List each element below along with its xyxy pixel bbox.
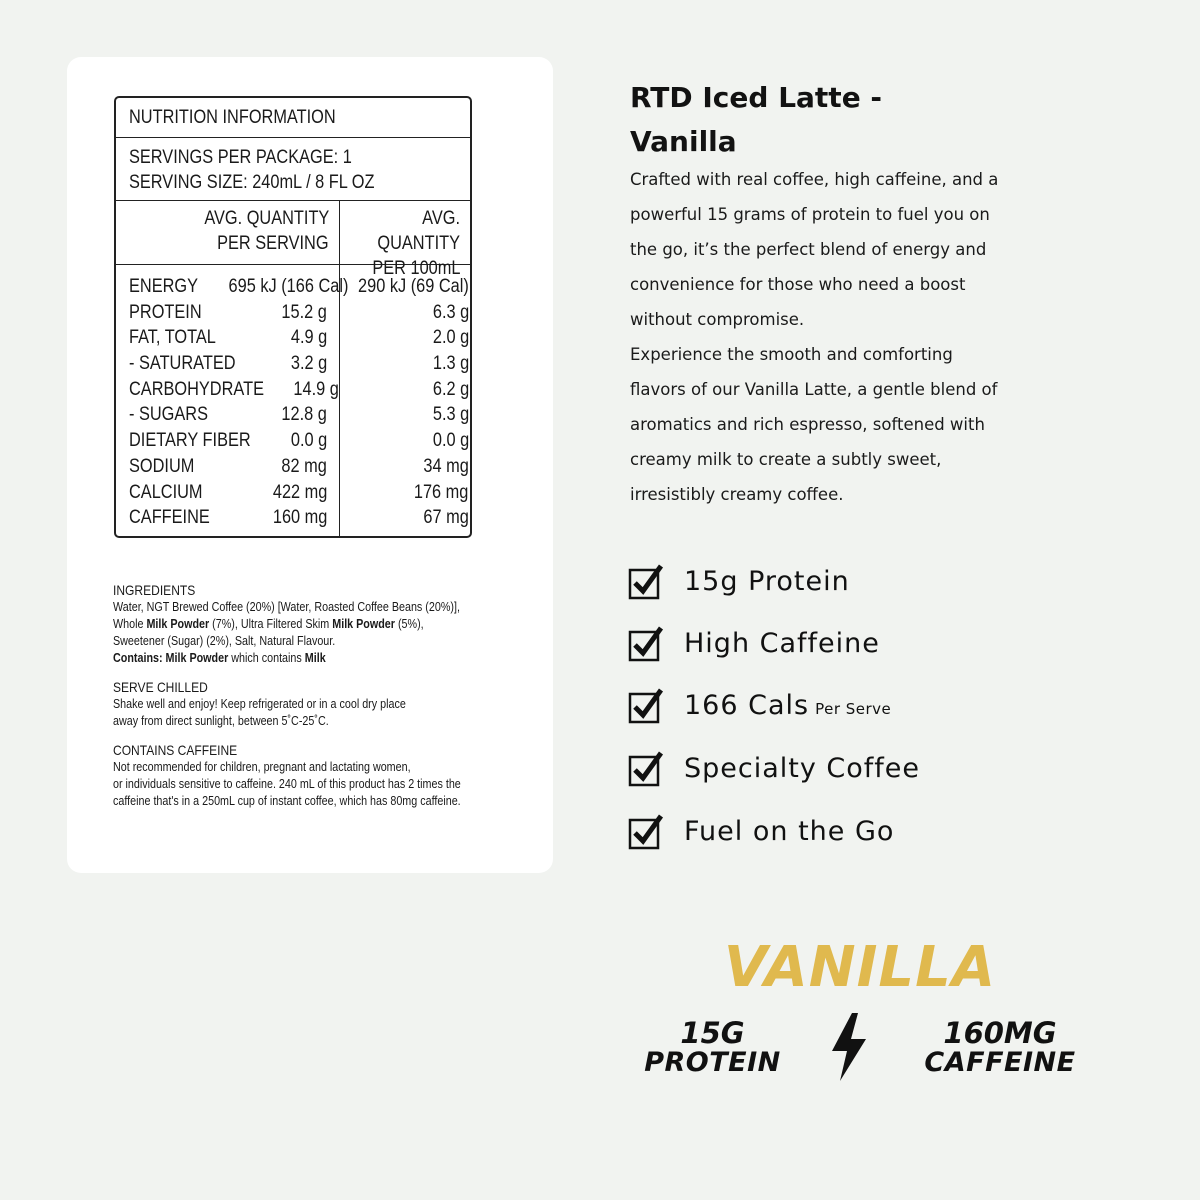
feature-label: High Caffeine <box>684 627 880 659</box>
feature-label: Specialty Coffee <box>684 752 921 784</box>
nutrient-per-100ml: 2.0 g <box>432 327 469 349</box>
nutrient-per-serving: 0.0 g <box>290 430 327 452</box>
nutrient-per-100ml: 67 mg <box>423 507 469 529</box>
feature-item <box>628 561 850 601</box>
nutrient-name: PROTEIN <box>129 301 202 323</box>
nutrition-row-per100 <box>340 325 469 351</box>
serve-heading: SERVE CHILLED <box>113 679 208 695</box>
feature-item <box>628 748 920 788</box>
nutrient-per-100ml: 6.2 g <box>432 378 469 400</box>
nutrient-name: ENERGY <box>129 276 199 297</box>
description-line: without compromise. <box>630 310 805 329</box>
description-line: Crafted with real coffee, high caffeine, and a <box>630 170 999 189</box>
nutrient-per-serving: 82 mg <box>281 455 327 477</box>
nutrition-title: NUTRITION INFORMATION <box>129 107 336 128</box>
nutrient-name: SODIUM <box>129 455 195 477</box>
header-per-serving: AVG. QUANTITY PER SERVING <box>116 201 340 264</box>
feature-label: 15g Protein <box>684 565 850 597</box>
nutrition-row <box>129 428 327 454</box>
ingredients-heading: INGREDIENTS <box>113 582 196 598</box>
nutrition-row-per100 <box>340 274 469 300</box>
product-title: RTD Iced Latte - Vanilla <box>630 81 883 158</box>
caffeine-value: 160MG <box>943 1016 1057 1050</box>
feature-item <box>628 685 891 725</box>
nutrient-name: DIETARY FIBER <box>129 430 251 452</box>
nutrient-per-100ml: 176 mg <box>414 481 469 503</box>
nutrition-row <box>129 351 327 377</box>
description-line: powerful 15 grams of protein to fuel you on <box>630 205 990 224</box>
description-line: convenience for those who need a boost <box>630 275 966 294</box>
per-100ml-column <box>340 265 479 538</box>
checkbox-check-icon <box>628 751 662 785</box>
caffeine-label: CAFFEINE <box>924 1047 1076 1078</box>
nutrition-row-per100 <box>340 300 469 326</box>
header-per-100ml: AVG. QUANTITY PER 100mL <box>371 208 460 279</box>
nutrition-row-per100 <box>340 351 469 377</box>
nutrient-per-serving: 695 kJ (166 Cal) <box>228 276 349 297</box>
nutrient-per-serving: 12.8 g <box>281 404 327 426</box>
nutrition-row-per100 <box>340 428 469 454</box>
description-line: flavors of our Vanilla Latte, a gentle blend of <box>630 380 998 399</box>
nutrition-row <box>129 300 327 326</box>
serving-size: SERVING SIZE: 240mL / 8 FL OZ <box>129 172 375 193</box>
feature-item <box>628 811 894 851</box>
nutrition-row-per100 <box>340 402 469 428</box>
protein-stat <box>630 1018 795 1078</box>
lightning-bolt-icon <box>828 1013 870 1081</box>
checkbox-check-icon <box>628 626 662 660</box>
nutrient-per-100ml: 6.3 g <box>432 301 469 323</box>
nutrient-per-serving: 14.9 g <box>293 378 339 400</box>
feature-sublabel: Per Serve <box>815 700 892 718</box>
nutrition-row-per100 <box>340 377 469 403</box>
feature-label: 166 Cals <box>684 689 810 721</box>
nutrient-name: - SATURATED <box>129 353 236 375</box>
caffeine-heading: CONTAINS CAFFEINE <box>113 742 238 758</box>
serve-chilled-block: SERVE CHILLED Shake well and enjoy! Keep refrigerated or in a cool dry place away from direct sunlight, between 5˚C-25˚C. <box>113 679 553 730</box>
nutrition-row <box>129 454 327 480</box>
nutrient-per-serving: 3.2 g <box>290 353 327 375</box>
flavor-name: VANILLA <box>723 935 997 1000</box>
nutrient-per-100ml: 0.0 g <box>432 430 469 452</box>
per-serving-column <box>116 265 349 538</box>
protein-label: PROTEIN <box>644 1047 781 1078</box>
nutrient-name: - SUGARS <box>129 404 208 426</box>
nutrient-per-100ml: 5.3 g <box>432 404 469 426</box>
label-text <box>113 582 553 822</box>
checkbox-check-icon <box>628 564 662 598</box>
description-line: irresistibly creamy coffee. <box>630 485 844 504</box>
checkbox-check-icon <box>628 814 662 848</box>
nutrient-per-serving: 15.2 g <box>281 301 327 323</box>
nutrition-row-per100 <box>340 505 469 531</box>
nutrition-row-per100 <box>340 480 469 506</box>
nutrition-row-per100 <box>340 454 469 480</box>
description-line: aromatics and rich espresso, softened with <box>630 415 985 434</box>
nutrient-name: CALCIUM <box>129 481 203 503</box>
caffeine-stat <box>905 1018 1095 1078</box>
caffeine-warning-block: CONTAINS CAFFEINE Not recommended for children, pregnant and lactating women, or individuals sensitive to caffeine. 240 mL of this product has 2 times the caffeine that's in a 250mL cup of instant coffee, which has 80mg caffeine. <box>113 742 553 810</box>
protein-value: 15G <box>680 1016 745 1050</box>
nutrition-row <box>129 480 327 506</box>
description-line: the go, it’s the perfect blend of energy and <box>630 240 987 259</box>
nutrient-per-serving: 160 mg <box>272 507 327 529</box>
nutrition-row <box>129 505 327 531</box>
servings-per-package: SERVINGS PER PACKAGE: 1 <box>129 147 352 168</box>
description-line: creamy milk to create a subtly sweet, <box>630 450 942 469</box>
nutrient-name: CAFFEINE <box>129 507 210 529</box>
ingredients-block: INGREDIENTS Water, NGT Brewed Coffee (20%) [Water, Roasted Coffee Beans (20%)], Whole Milk Powder (7%), Ultra Filtered Skim Milk Powder (5%), Sweetener (Sugar) (2%), Salt, Natural Flavour. Contains: Milk Powder which contains Milk <box>113 582 553 667</box>
nutrition-panel <box>114 96 472 538</box>
nutrient-per-100ml: 290 kJ (69 Cal) <box>358 276 469 297</box>
nutrition-row <box>129 274 349 300</box>
nutrition-row <box>129 377 339 403</box>
nutrient-per-100ml: 34 mg <box>423 455 469 477</box>
nutrient-per-serving: 422 mg <box>272 481 327 503</box>
nutrition-row <box>129 402 327 428</box>
nutrient-per-serving: 4.9 g <box>290 327 327 349</box>
nutrient-name: FAT, TOTAL <box>129 327 216 349</box>
feature-label: Fuel on the Go <box>684 815 895 847</box>
checkbox-check-icon <box>628 688 662 722</box>
feature-item <box>628 623 880 663</box>
nutrition-row <box>129 325 327 351</box>
nutrient-per-100ml: 1.3 g <box>432 353 469 375</box>
product-description <box>630 162 1170 512</box>
description-line: Experience the smooth and comforting <box>630 345 953 364</box>
nutrient-name: CARBOHYDRATE <box>129 378 264 400</box>
